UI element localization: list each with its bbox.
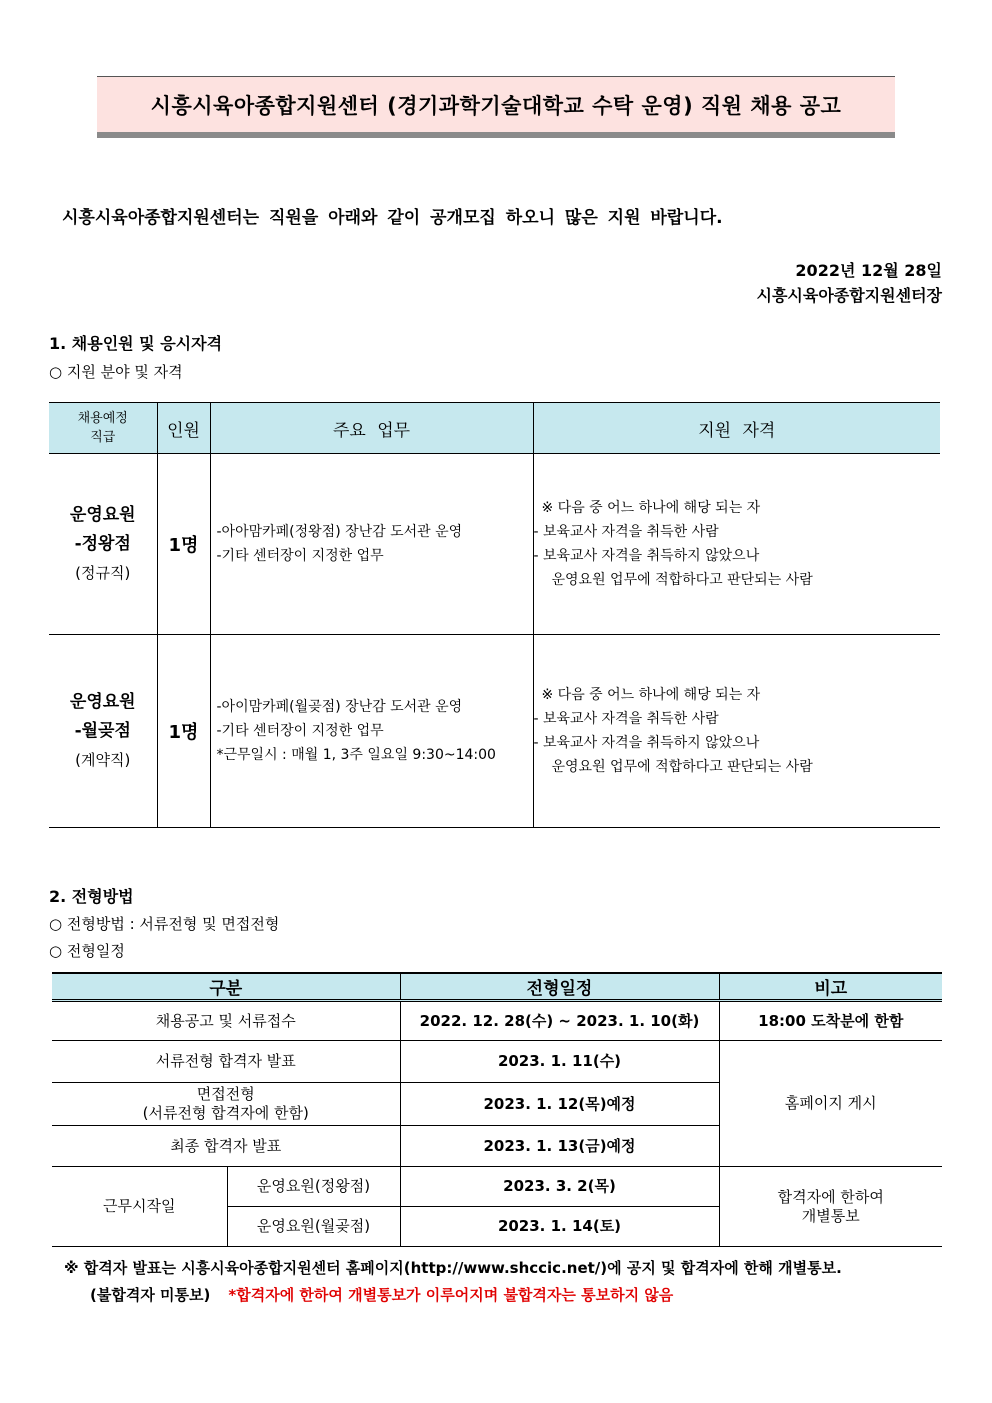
- rank-branch: -월곶점: [74, 720, 131, 741]
- header-note: 비고: [719, 973, 942, 1001]
- schedule-table: [52, 972, 942, 1247]
- footnote-no-notice: (불합격자 미통보): [90, 1286, 211, 1304]
- qual-item: - 보육교사 자격을 취득한 사람: [533, 524, 719, 540]
- header-rank: [49, 403, 157, 454]
- note-cell: 홈페이지 게시: [719, 1041, 942, 1167]
- count-cell: 1명: [157, 454, 210, 635]
- subcategory-cell: 운영요원(정왕점): [227, 1167, 400, 1207]
- qual-head: ※ 다음 중 어느 하나에 해당 되는 자: [541, 500, 761, 516]
- header-duties: 주요 업무: [210, 403, 533, 454]
- category-cell: 서류전형 합격자 발표: [52, 1041, 400, 1083]
- qualifications-cell: [533, 454, 940, 635]
- title-banner: [97, 76, 895, 138]
- duties-cell: [210, 635, 533, 828]
- qual-item: - 보육교사 자격을 취득하지 않았으나: [533, 735, 760, 751]
- header-rank-line2: 직급: [90, 430, 116, 445]
- duty-item: -기타 센터장이 지정한 업무: [216, 723, 384, 739]
- page-title: 시흥시육아종합지원센터 (경기과학기술대학교 수탁 운영) 직원 채용 공고: [150, 93, 842, 118]
- rank-title: 운영요원: [69, 504, 136, 525]
- section2-sub1: ○ 전형방법 : 서류전형 및 면접전형: [49, 915, 280, 933]
- table-row: [49, 635, 940, 828]
- duty-item: *근무일시 : 매월 1, 3주 일요일 9:30~14:00: [216, 747, 496, 763]
- qualifications-cell: [533, 635, 940, 828]
- table-row: [52, 1001, 942, 1041]
- header-count: 인원: [157, 403, 210, 454]
- section1-heading: 1. 채용인원 및 응시자격: [49, 334, 223, 353]
- employment-type: (정규직): [75, 563, 131, 582]
- qual-head: ※ 다음 중 어느 하나에 해당 되는 자: [541, 687, 761, 703]
- note-line: 합격자에 한하여: [777, 1187, 884, 1206]
- header-schedule: 전형일정: [400, 973, 719, 1001]
- schedule-cell: 2022. 12. 28(수) ~ 2023. 1. 10(화): [400, 1001, 719, 1041]
- note-line: 개별통보: [801, 1206, 860, 1225]
- duties-cell: [210, 454, 533, 635]
- schedule-cell: 2023. 1. 14(토): [400, 1207, 719, 1247]
- schedule-cell: 2023. 1. 11(수): [400, 1041, 719, 1083]
- section2-sub2: ○ 전형일정: [49, 942, 125, 960]
- duty-item: -아아맘카페(정왕점) 장난감 도서관 운영: [216, 524, 463, 540]
- header-qualifications: 지원 자격: [533, 403, 940, 454]
- note-cell: [719, 1167, 942, 1247]
- category-cell: 근무시작일: [52, 1167, 227, 1247]
- section1-sub: ○ 지원 분야 및 자격: [49, 363, 183, 381]
- footnote-line1: ※ 합격자 발표는 시흥시육아종합지원센터 홈페이지(http://www.shccic.net/)에 공지 및 합격자에 한해 개별통보.: [64, 1259, 842, 1277]
- qual-item: - 보육교사 자격을 취득한 사람: [533, 711, 719, 727]
- intro-text: 시흥시육아종합지원센터는 직원을 아래와 같이 공개모집 하오니 많은 지원 바랍니다.: [62, 208, 723, 228]
- recruitment-header-row: [49, 403, 940, 454]
- footnote-red-notice: *합격자에 한하여 개별통보가 이루어지며 불합격자는 통보하지 않음: [228, 1286, 674, 1304]
- duty-item: -기타 센터장이 지정한 업무: [216, 548, 384, 564]
- schedule-header-row: [52, 973, 942, 1001]
- header-category: 구분: [52, 973, 400, 1001]
- category-cell: 채용공고 및 서류접수: [52, 1001, 400, 1041]
- rank-cell: [49, 635, 157, 828]
- recruitment-table: [49, 402, 940, 828]
- table-row: [52, 1167, 942, 1207]
- rank-title: 운영요원: [69, 691, 136, 712]
- category-cell: 최종 합격자 발표: [52, 1126, 400, 1167]
- signer: 시흥시육아종합지원센터장: [756, 286, 942, 305]
- announcement-date: 2022년 12월 28일: [795, 261, 942, 280]
- subcategory-cell: 운영요원(월곶점): [227, 1207, 400, 1247]
- duty-item: -아이맘카페(월곶점) 장난감 도서관 운영: [216, 699, 463, 715]
- section2-heading: 2. 전형방법: [49, 887, 134, 906]
- schedule-cell: 2023. 3. 2(목): [400, 1167, 719, 1207]
- table-row: [49, 454, 940, 635]
- rank-branch: -정왕점: [74, 533, 131, 554]
- count-cell: 1명: [157, 635, 210, 828]
- qual-item: 운영요원 업무에 적합하다고 판단되는 사람: [551, 572, 813, 588]
- footnote-line2: [90, 1284, 673, 1305]
- qual-item: 운영요원 업무에 적합하다고 판단되는 사람: [551, 759, 813, 775]
- note-cell: 18:00 도착분에 한함: [719, 1001, 942, 1041]
- qual-item: - 보육교사 자격을 취득하지 않았으나: [533, 548, 760, 564]
- header-rank-line1: 채용예정: [77, 411, 128, 426]
- category-line: (서류전형 합격자에 한함): [142, 1104, 309, 1122]
- table-row: [52, 1041, 942, 1083]
- schedule-cell: 2023. 1. 13(금)예정: [400, 1126, 719, 1167]
- employment-type: (계약직): [75, 750, 131, 769]
- category-line: 면접전형: [196, 1085, 255, 1103]
- rank-cell: [49, 454, 157, 635]
- schedule-cell: 2023. 1. 12(목)예정: [400, 1083, 719, 1126]
- category-cell: [52, 1083, 400, 1126]
